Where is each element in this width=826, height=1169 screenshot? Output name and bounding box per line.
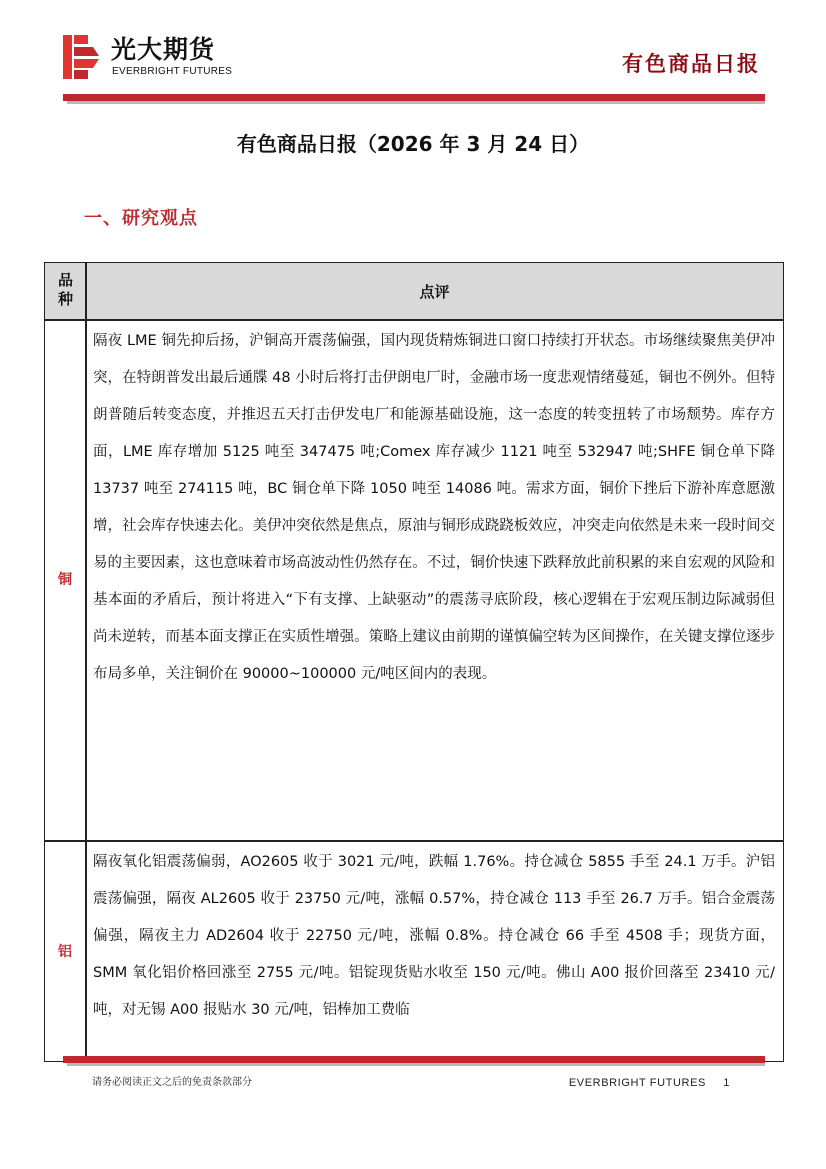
product-label-copper: 铜 (58, 572, 72, 588)
table-row-copper-text (93, 323, 775, 693)
footer-divider-shadow (67, 1063, 765, 1066)
research-table (44, 262, 784, 1062)
everbright-logo-icon (63, 35, 99, 79)
page-number: 1 (723, 1077, 730, 1089)
brand-name-cn: 光大期货 (111, 35, 216, 64)
copper-commentary: 隔夜 LME 铜先抑后扬，沪铜高开震荡偏强，国内现货精炼铜进口窗口持续打开状态。市场继续聚焦美伊冲突，在特朗普发出最后通牒 48 小时后将打击伊朗电厂时，金融市场一度悲观情绪蔓延，铜也不例外。但特朗普随后转变态度，并推迟五天打击伊发电厂和能源基础设施，这一态度的转变扭转了市场颓势。库存方面，LME 库存增加 5125 吨至 347475 吨;Comex 库存减少 1121 吨至 532947 吨;SHFE 铜仓单下降 13737 吨至 274115 吨，BC 铜仓单下降 1050 吨至 14086 吨。需求方面，铜价下挫后下游补库意愿激增，社会库存快速去化。美伊冲突依然是焦点，原油与铜形成跷跷板效应，冲突走向依然是未来一段时间交易的主要因素，这也意味着市场高波动性仍然存在。不过，铜价快速下跌释放此前积累的来自宏观的风险和基本面的矛盾后，预计将进入“下有支撑、上缺驱动”的震荡寻底阶段，核心逻辑在于宏观压制边际减弱但尚未逆转，而基本面支撑正在实质性增强。策略上建议由前期的谨慎偏空转为区间操作，在关键支撑位逐步布局多单，关注铜价在 90000~100000 元/吨区间内的表现。 (93, 333, 775, 682)
table-header-product (45, 263, 85, 319)
header-divider-shadow (67, 101, 765, 104)
header-divider (63, 94, 765, 101)
table-header-product-label: 品种 (56, 272, 74, 310)
aluminum-commentary: 隔夜氧化铝震荡偏弱，AO2605 收于 3021 元/吨，跌幅 1.76%。持仓减仓 5855 手至 24.1 万手。沪铝震荡偏强，隔夜 AL2605 收于 23750 元/吨，涨幅 0.57%，持仓减仓 113 手至 26.7 万手。铝合金震荡偏强，隔夜主力 AD2604 收于 22750 元/吨，涨幅 0.8%。持仓减仓 66 手至 4508 手；现货方面，SMM 氧化铝价格回涨至 2755 元/吨。铝锭现货贴水收至 150 元/吨。佛山 A00 报价回落至 23410 元/吨，对无锡 A00 报贴水 30 元/吨，铝棒加工费临 (93, 854, 775, 1018)
table-header-comment (86, 263, 783, 319)
table-header-divider (45, 319, 783, 321)
brand-logo (63, 35, 243, 81)
footer-disclaimer: 请务必阅读正文之后的免责条款部分 (92, 1077, 252, 1088)
table-column-divider (85, 263, 87, 1061)
footer-divider (63, 1056, 765, 1063)
footer-company-page (569, 1076, 730, 1090)
table-header-comment-label: 点评 (419, 282, 450, 301)
brand-name-en: EVERBRIGHT FUTURES (112, 66, 233, 77)
table-row-aluminum-text (93, 844, 775, 1059)
table-row-divider (45, 840, 783, 842)
product-label-aluminum: 铝 (58, 944, 72, 960)
document-title: 有色商品日报（2026 年 3 月 24 日） (236, 132, 590, 156)
footer-company: EVERBRIGHT FUTURES (568, 1077, 706, 1089)
report-type-title: 有色商品日报 (622, 52, 760, 76)
section-heading: 一、研究观点 (84, 208, 198, 229)
